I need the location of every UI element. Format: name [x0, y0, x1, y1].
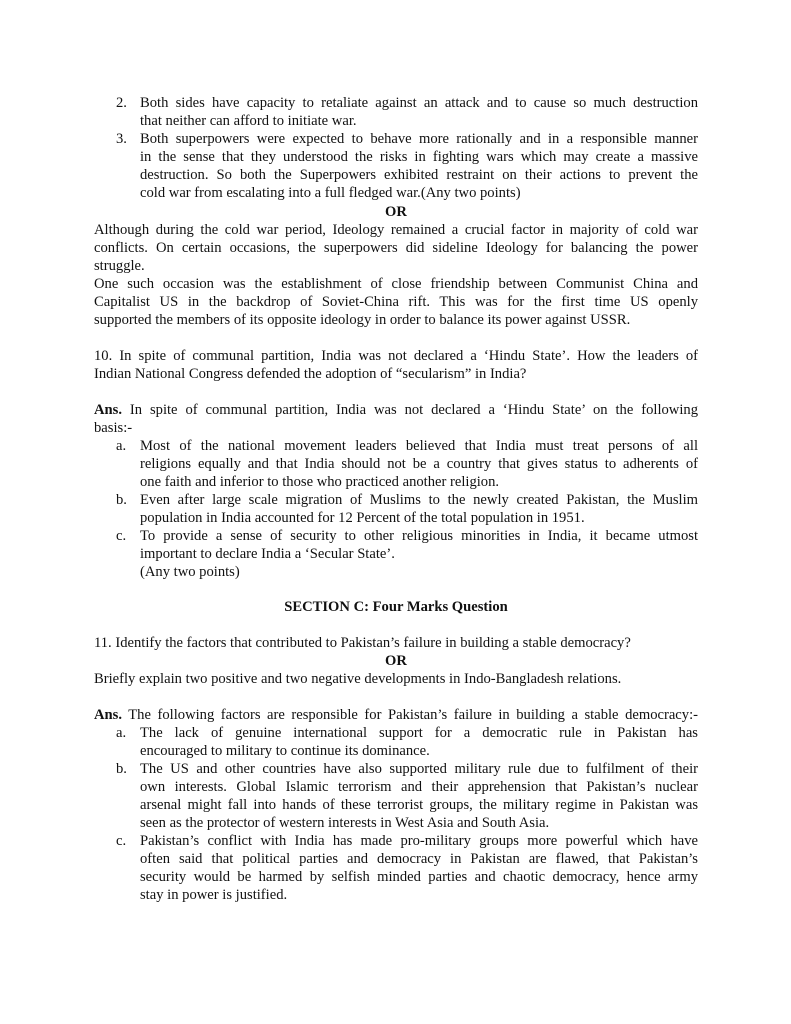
text-line: important to declare India a ‘Secular State’.: [140, 546, 395, 562]
list-item-text: [140, 491, 698, 527]
list-number: 2.: [116, 95, 127, 111]
text-line: security would be harmed by selfish minded parties and chaotic democracy, hence army: [140, 869, 698, 885]
text-line: Even after large scale migration of Muslims to the newly created Pakistan, the Muslim: [140, 492, 698, 508]
answer-10-intro: [94, 401, 698, 437]
list-item-text: [140, 724, 698, 760]
text-line: own interests. Global Islamic terrorism and their apprehension that Pakistan’s nuclear: [140, 779, 698, 795]
answer-label: Ans.: [94, 707, 122, 723]
text-line: stay in power is justified.: [140, 887, 288, 903]
text-line: struggle.: [94, 258, 145, 274]
or-divider: OR: [385, 653, 407, 669]
list-item-text: [140, 832, 698, 904]
answer-label: Ans.: [94, 402, 122, 418]
text-line: Indian National Congress defended the adoption of “secularism” in India?: [94, 366, 527, 382]
list-item-text: [140, 437, 698, 491]
text-line: encouraged to military to continue its dominance.: [140, 743, 430, 759]
text-line: Capitalist US in the backdrop of Soviet-China rift. This was for the first time US openly: [94, 294, 698, 310]
text-line: Pakistan’s conflict with India has made pro-military groups more powerful which have: [140, 833, 698, 849]
question-10: [94, 347, 698, 383]
text-line: 11. Identify the factors that contributed to Pakistan’s failure in building a stable democracy?: [94, 635, 631, 651]
paragraph: [94, 221, 698, 275]
text-line: One such occasion was the establishment of close friendship between Communist China and: [94, 276, 698, 292]
text-line: [94, 401, 698, 419]
list-number: c.: [116, 833, 127, 849]
text-line: in the sense that they understood the risks in fighting wars which may create a massive: [140, 149, 698, 165]
text-line: To provide a sense of security to other religious minorities in India, it became utmost: [140, 528, 698, 544]
list-number: a.: [116, 725, 127, 741]
text-line: religions equally and that India should not be a country that gives status to adherents of: [140, 456, 698, 472]
answer-text: The following factors are responsible for Pakistan’s failure in building a stable democracy:-: [121, 707, 698, 723]
text-line: Although during the cold war period, Ideology remained a crucial factor in majority of cold war: [94, 222, 698, 238]
list-number: c.: [116, 528, 127, 544]
text-line: (Any two points): [140, 564, 240, 580]
text-line: cold war from escalating into a full fledged war.(Any two points): [140, 185, 521, 201]
question-11: [94, 634, 698, 652]
text-line: [94, 706, 698, 724]
or-divider: OR: [385, 204, 407, 220]
list-item-text: [140, 130, 698, 202]
text-line: population in India accounted for 12 Percent of the total population in 1951.: [140, 510, 585, 526]
section-heading: SECTION C: Four Marks Question: [284, 599, 508, 615]
text-line: often said that political parties and democracy in Pakistan are flawed, that Pakistan’s: [140, 851, 698, 867]
question-11-alternative: [94, 670, 698, 688]
text-line: Both sides have capacity to retaliate against an attack and to cause so much destruction: [140, 95, 698, 111]
text-line: that neither can afford to initiate war.: [140, 113, 357, 129]
text-line: Both superpowers were expected to behave more rationally and in a responsible manner: [140, 131, 698, 147]
list-number: a.: [116, 438, 127, 454]
text-line: The lack of genuine international support for a democratic rule in Pakistan has: [140, 725, 698, 741]
text-line: destruction. So both the Superpowers exhibited restraint on their actions to prevent the: [140, 167, 698, 183]
list-item-text: [140, 94, 698, 130]
text-line: seen as the protector of western interests in West Asia and South Asia.: [140, 815, 550, 831]
answer-11-intro: [94, 706, 698, 724]
list-number: b.: [116, 492, 127, 508]
paragraph: [94, 275, 698, 329]
list-number: b.: [116, 761, 127, 777]
text-line: arsenal might fall into hands of these terrorist groups, the military regime in Pakistan was: [140, 797, 698, 813]
answer-text: In spite of communal partition, India was not declared a ‘Hindu State’ on the following: [121, 402, 698, 418]
text-line: The US and other countries have also supported military rule due to fulfilment of their: [140, 761, 698, 777]
text-line: basis:-: [94, 420, 133, 436]
text-line: Briefly explain two positive and two negative developments in Indo-Bangladesh relations.: [94, 671, 622, 687]
text-line: one faith and inferior to those who practiced another religion.: [140, 474, 500, 490]
list-number: 3.: [116, 131, 127, 147]
text-line: 10. In spite of communal partition, India was not declared a ‘Hindu State’. How the leaders of: [94, 348, 698, 364]
text-line: Most of the national movement leaders believed that India must treat persons of all: [140, 438, 698, 454]
text-line: supported the members of its opposite ideology in order to balance its power against USSR.: [94, 312, 631, 328]
list-item-text: [140, 760, 698, 832]
list-item-text: [140, 527, 698, 581]
text-line: conflicts. On certain occasions, the superpowers did sideline Ideology for balancing the power: [94, 240, 698, 256]
